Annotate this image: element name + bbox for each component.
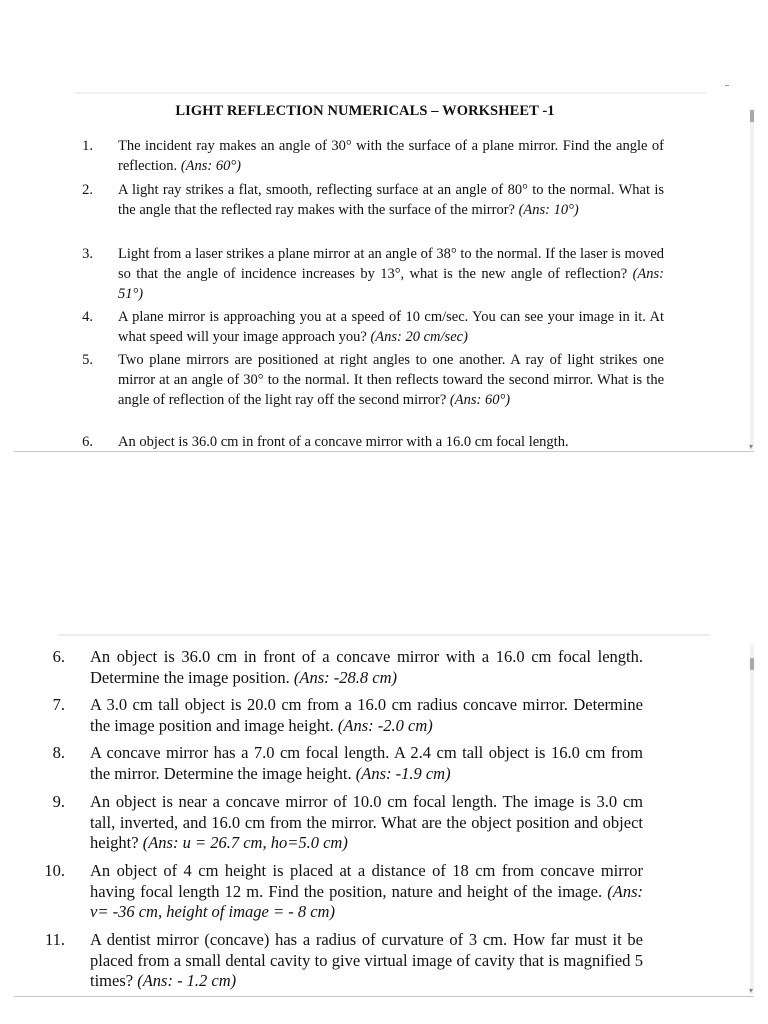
page-scrollbar[interactable] [750,110,754,450]
question-text: Two plane mirrors are positioned at right angles to one another. A ray of light strikes one mirror at an angle of 30° to the normal. It then reflects toward the second mirror. What is the angle of reflection of the light ray off the second mirror? (Ans: 60°) [118,352,664,408]
question-number: 4. [82,309,93,325]
answer-text: (Ans: v= -36 cm, height of image = - 8 cm) [90,881,644,921]
page-bottom-border [14,451,754,452]
page-scrollbar[interactable] [750,644,754,994]
scroll-down-icon[interactable]: ▾ [749,442,754,451]
question-number: 3. [82,246,93,262]
question-number: 2. [82,182,93,198]
scrollbar-thumb[interactable] [750,110,754,122]
answer-text: (Ans: 60°) [180,158,241,174]
question-text: A plane mirror is approaching you at a speed of 10 cm/sec. You can see your image in it. At what speed will your image approach you? (Ans: 20 cm/sec) [118,309,664,345]
scroll-down-icon[interactable]: ▾ [749,986,754,995]
question-number: 6. [52,647,65,666]
scrollbar-thumb[interactable] [750,658,754,670]
question-text: A 3.0 cm tall object is 20.0 cm from a 16.0 cm radius concave mirror. Determine the image position and image height. (Ans: -2.0 cm) [90,695,643,735]
page-top-border [74,92,706,94]
question-text: An object is near a concave mirror of 10.0 cm focal length. The image is 3.0 cm tall, inverted, and 16.0 cm from the mirror. What are the object position and object height? (Ans: u = 26.7 cm, ho=5.0 cm) [90,792,643,852]
page-corner-mark [725,85,729,86]
question-number: 9. [52,792,65,811]
question-number: 5. [82,352,93,368]
question-text: An object is 36.0 cm in front of a concave mirror with a 16.0 cm focal length. [118,434,569,450]
question-text: A dentist mirror (concave) has a radius of curvature of 3 cm. How far must it be placed from a small dental cavity to give virtual image of cavity that is magnified 5 times? (Ans: - 1.2 cm) [90,930,643,990]
question-text: An object is 36.0 cm in front of a concave mirror with a 16.0 cm focal length. Determine the image position. (Ans: -28.8 cm) [90,647,643,687]
worksheet-page-2 [0,620,768,1000]
answer-text: (Ans: u = 26.7 cm, ho=5.0 cm) [142,833,348,852]
question-text: A light ray strikes a flat, smooth, reflecting surface at an angle of 80° to the normal. What is the angle that the reflected ray makes with the surface of the mirror? (Ans: 10°) [118,182,664,218]
question-number: 11. [44,930,65,949]
question-text: Light from a laser strikes a plane mirror at an angle of 38° to the normal. If the laser is moved so that the angle of incidence increases by 13°, what is the new angle of reflection? (Ans: 51°) [118,246,664,302]
worksheet-page-1 [0,0,768,455]
question-text: The incident ray makes an angle of 30° with the surface of a plane mirror. Find the angle of reflection. (Ans: 60°) [118,138,664,174]
answer-text: (Ans: 60°) [449,392,511,408]
question-number: 7. [52,695,65,714]
answer-text: (Ans: -2.0 cm) [337,715,433,735]
answer-text: (Ans: -1.9 cm) [355,763,451,783]
worksheet-title: LIGHT REFLECTION NUMERICALS – WORKSHEET -1 [175,103,555,119]
question-number: 1. [82,138,93,154]
question-text: A concave mirror has a 7.0 cm focal length. A 2.4 cm tall object is 16.0 cm from the mirror. Determine the image height. (Ans: -1.9 cm) [90,743,643,783]
question-number: 10. [44,861,65,880]
answer-text: (Ans: -28.8 cm) [293,667,397,687]
page-top-border [58,634,710,636]
page-bottom-border [14,996,754,997]
answer-text: (Ans: 51°) [118,266,664,302]
question-number: 6. [82,434,93,450]
answer-text: (Ans: 10°) [518,202,579,218]
question-number: 8. [52,743,65,762]
answer-text: (Ans: 20 cm/sec) [370,329,468,345]
answer-text: (Ans: - 1.2 cm) [137,971,237,990]
question-text: An object of 4 cm height is placed at a distance of 18 cm from concave mirror having focal length 12 m. Find the position, nature and height of the image. (Ans: v= -36 cm, height of image = - 8 cm) [90,861,644,921]
